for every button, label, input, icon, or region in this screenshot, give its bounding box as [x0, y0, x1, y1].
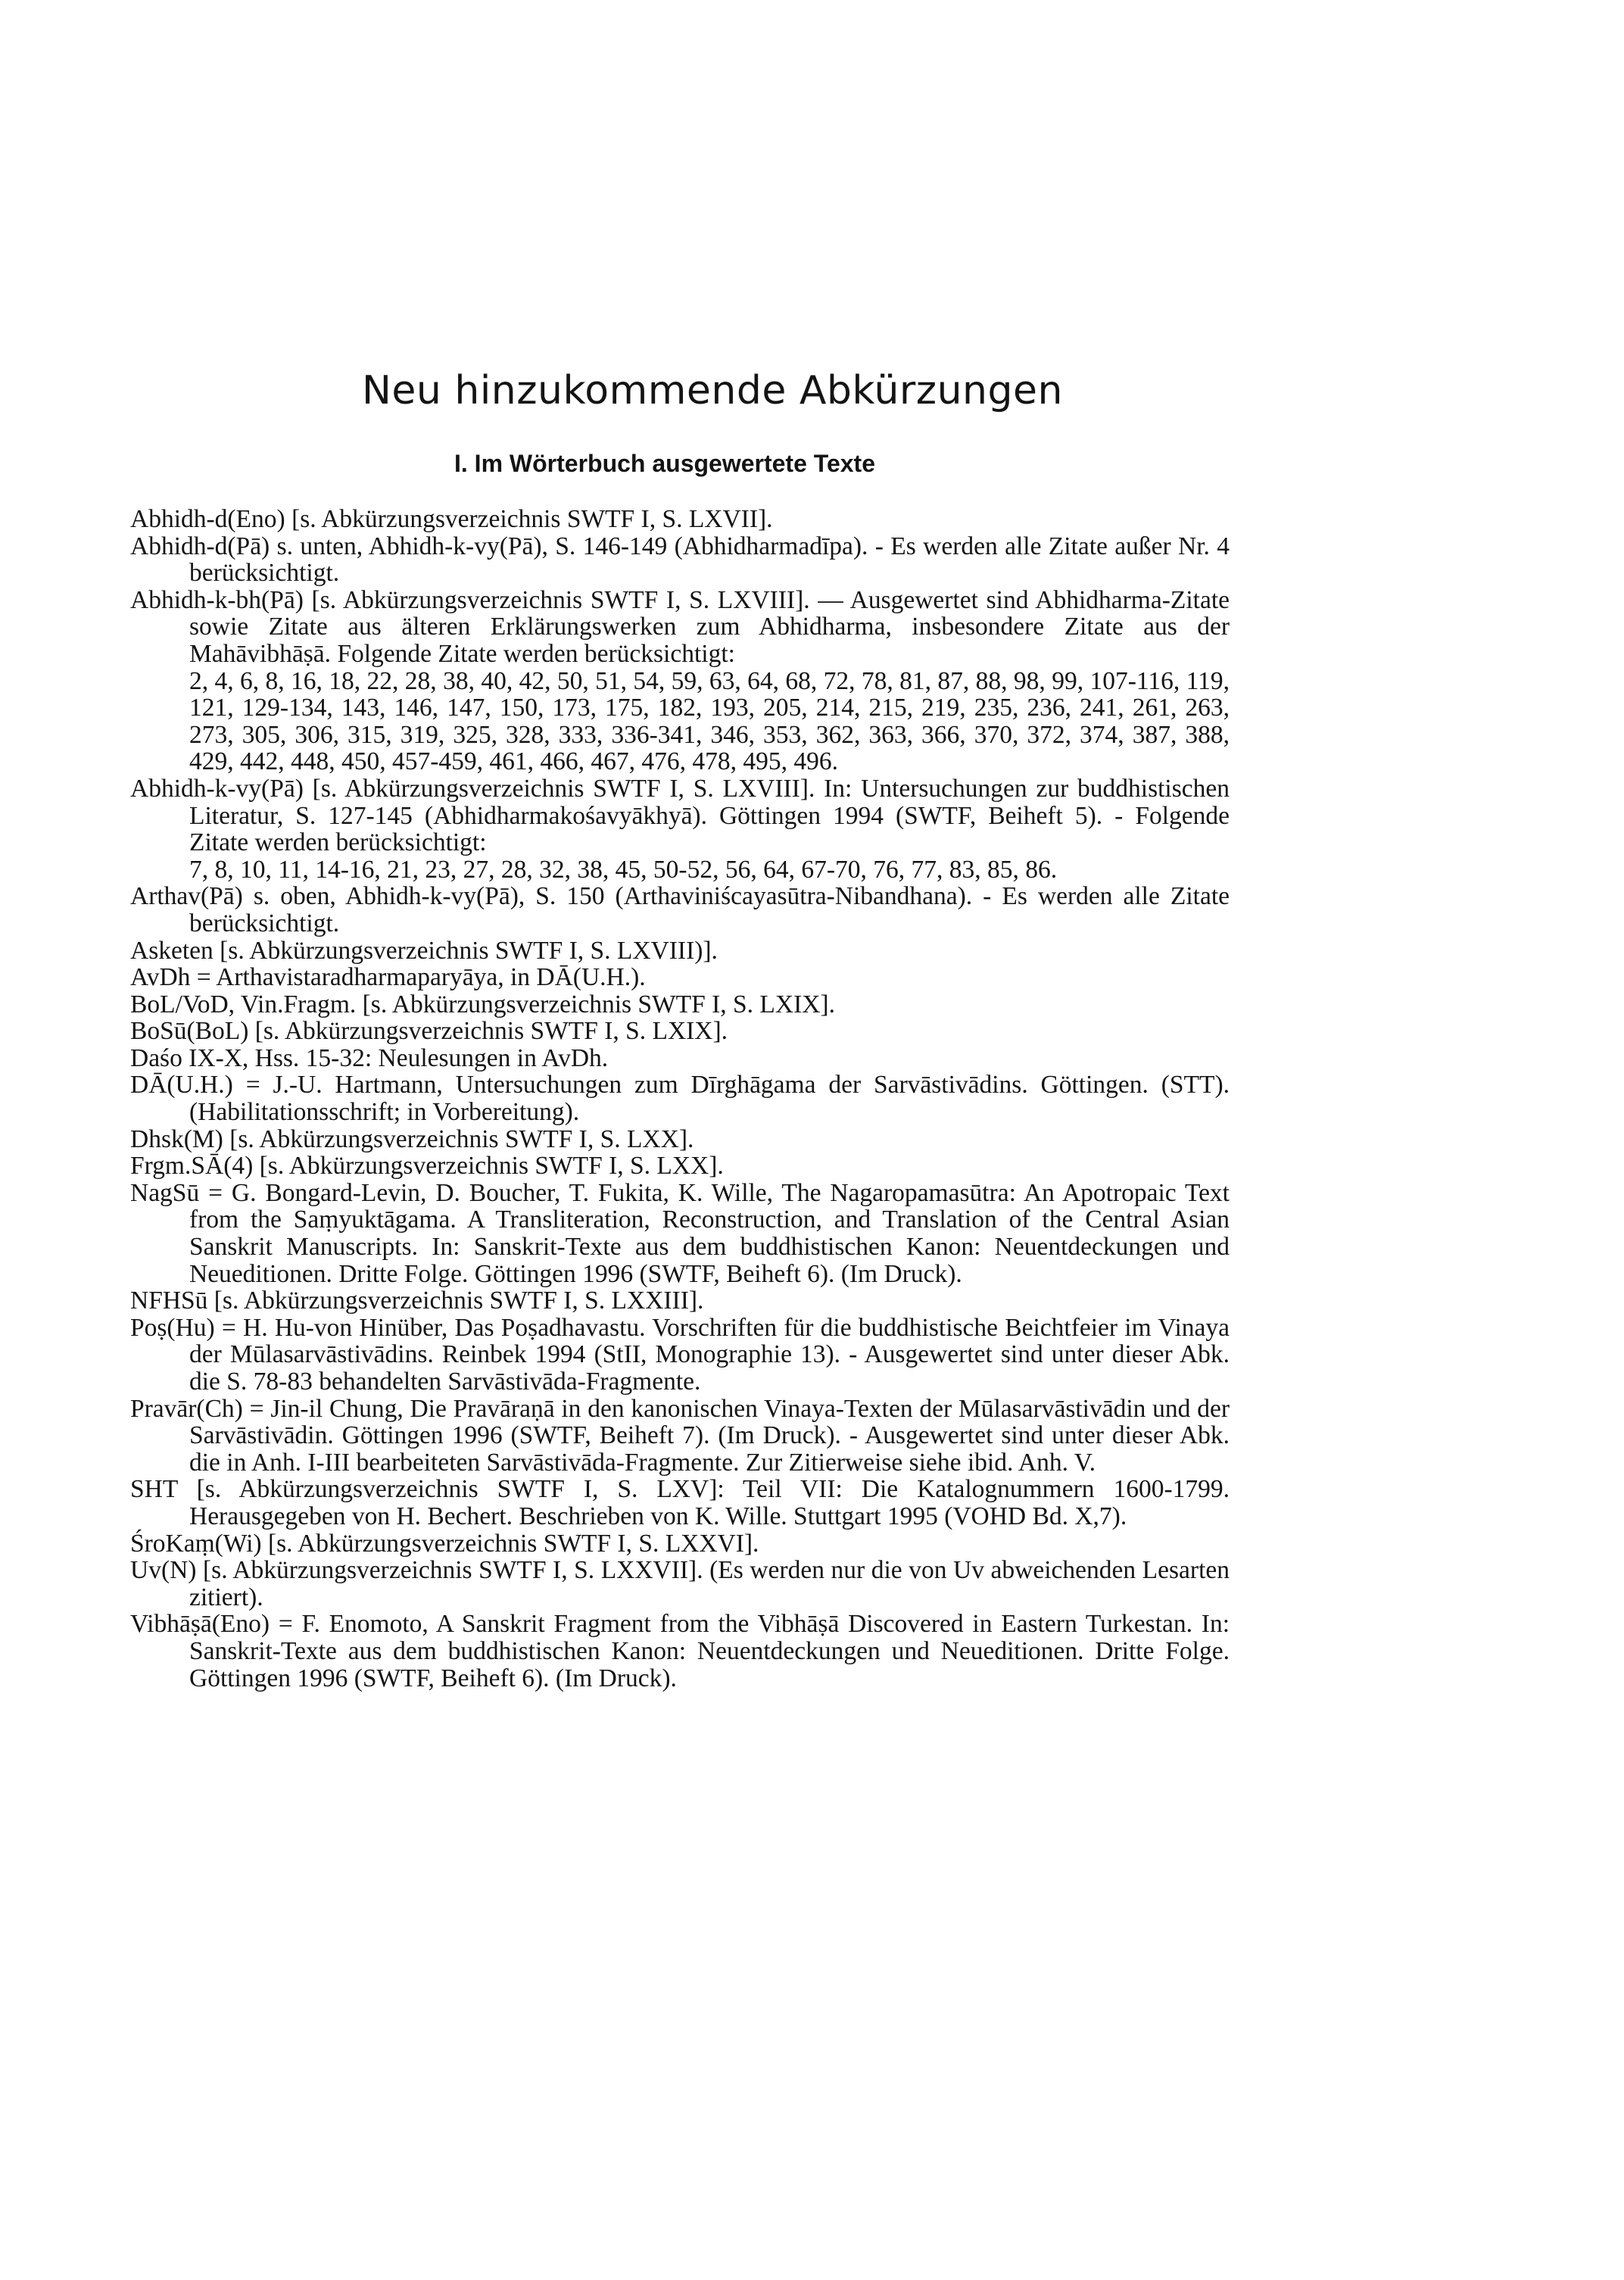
- entry-abbreviation: Abhidh-k-bh(Pā): [130, 585, 304, 614]
- entry-text: = F. Enomoto, A Sanskrit Fragment from the Vibhāṣā Discovered in Eastern Turkestan. In: Sanskrit-Texte aus dem buddhistischen Kanon: Neuentdeckungen und Neueditionen. Dritte Folge. Göttingen 1996 (SWTF, Beiheft 6). (Im Druck).: [189, 1610, 1230, 1692]
- entry-text: [s. Abkürzungsverzeichnis SWTF I, S. LXVIII]. In: Untersuchungen zur buddhistischen Literatur, S. 127-145 (Abhidharmakośavyākhyā). Göttingen 1994 (SWTF, Beiheft 5). - Folgende Zitate werden berücksichtigt:: [189, 774, 1230, 857]
- entry-text: [s. Abkürzungsverzeichnis SWTF I, S. LXX].: [259, 1152, 724, 1181]
- entry-abbreviation: BoL/VoD, Vin.Fragm.: [130, 990, 357, 1018]
- abbreviation-entry: [130, 964, 1230, 991]
- section-heading: I. Im Wörterbuch ausgewertete Texte: [454, 450, 875, 477]
- abbreviation-entry: [130, 937, 1230, 965]
- entry-abbreviation: Arthav(Pā): [130, 882, 243, 911]
- entry-text: [s. Abkürzungsverzeichnis SWTF I, S. LXXVI].: [267, 1529, 759, 1558]
- abbreviation-entry: [130, 1152, 1230, 1180]
- abbreviation-entry: [130, 991, 1230, 1018]
- entry-text: s. unten, Abhidh-k-vy(Pā), S. 146-149 (Abhidharmadīpa). - Es werden alle Zitate außer Nr. 4 berücksichtigt.: [189, 532, 1230, 588]
- entry-abbreviation: Poṣ(Hu): [130, 1313, 215, 1342]
- abbreviation-entry: [130, 1071, 1230, 1125]
- abbreviation-entry: [130, 1530, 1230, 1558]
- entry-text: [s. Abkürzungsverzeichnis SWTF I, S. LXXVII]. (Es werden nur die von Uv abweichenden Lesarten zitiert).: [189, 1556, 1230, 1611]
- abbreviation-entry: [130, 1396, 1230, 1477]
- page-title: Neu hinzukommende Abkürzungen: [362, 368, 1063, 413]
- entry-text: = H. Hu-von Hinüber, Das Poṣadhavastu. Vorschriften für die buddhistische Beichtfeier im Vinaya der Mūlasarvāstivādins. Reinbek 1994 (StII, Monographie 13). - Ausgewertet sind unter dieser Abk. die S. 78-83 behandelten Sarvāstivāda-Fragmente.: [189, 1313, 1230, 1396]
- entry-abbreviation: Dhsk(M): [130, 1124, 223, 1153]
- entry-text: [s. Abkürzungsverzeichnis SWTF I, S. LXV]: Teil VII: Die Katalognummern 1600-1799. Herausgegeben von H. Bechert. Beschrieben von K. Wille. Stuttgart 1995 (VOHD Bd. X,7).: [189, 1475, 1230, 1530]
- entry-text: = J.-U. Hartmann, Untersuchungen zum Dīrghāgama der Sarvāstivādins. Göttingen. (STT). (Habilitationsschrift; in Vorbereitung).: [189, 1071, 1230, 1127]
- entry-text: [s. Abkürzungsverzeichnis SWTF I, S. LXVIII]. — Ausgewertet sind Abhidharma-Zitate sowie Zitate aus älteren Erklärungswerken zum Abhidharma, insbesondere Zitate aus der Mahāvibhāṣā. Folgende Zitate werden berücksichtigt:: [189, 585, 1230, 668]
- entry-text: = Jin-il Chung, Die Pravāraṇā in den kanonischen Vinaya-Texten der Mūlasarvāstivādin und der Sarvāstivādin. Göttingen 1996 (SWTF, Beiheft 7). (Im Druck). - Ausgewertet sind unter dieser Abk. die in Anh. I-III bearbeiteten Sarvāstivāda-Fragmente. Zur Zitierweise siehe ibid. Anh. V.: [189, 1394, 1230, 1477]
- abbreviation-entry: [130, 533, 1230, 587]
- entry-text: [s. Abkürzungsverzeichnis SWTF I, S. LXVII].: [291, 505, 773, 533]
- abbreviation-entry: [130, 1611, 1230, 1692]
- entry-text: [s. Abkürzungsverzeichnis SWTF I, S. LXXIII].: [214, 1287, 704, 1315]
- entry-abbreviation: NFHSū: [130, 1287, 208, 1315]
- abbreviation-entry: [130, 1557, 1230, 1611]
- entry-abbreviation: SHT: [130, 1475, 178, 1504]
- abbreviation-entry: [130, 1315, 1230, 1396]
- entry-abbreviation: Asketen: [130, 936, 214, 965]
- entry-abbreviation: Abhidh-d(Eno): [130, 505, 285, 533]
- abbreviation-entry: [130, 883, 1230, 937]
- entry-text: s. oben, Abhidh-k-vy(Pā), S. 150 (Arthaviniścayasūtra-Nibandhana). - Es werden alle Zitate berücksichtigt.: [189, 882, 1230, 937]
- abbreviation-list: [130, 506, 1230, 1692]
- abbreviation-entry: [130, 1126, 1230, 1153]
- entry-text: [s. Abkürzungsverzeichnis SWTF I, S. LXX].: [229, 1124, 694, 1153]
- entry-text: Neulesungen in AvDh.: [378, 1043, 609, 1072]
- entry-abbreviation: Pravār(Ch): [130, 1394, 243, 1423]
- entry-abbreviation: AvDh: [130, 963, 191, 992]
- entry-text: [s. Abkürzungsverzeichnis SWTF I, S. LXIX].: [362, 990, 835, 1018]
- entry-abbreviation: ŚroKaṃ(Wi): [130, 1529, 262, 1558]
- entry-abbreviation: NagSū: [130, 1178, 200, 1207]
- abbreviation-entry: [130, 775, 1230, 856]
- abbreviation-entry: [130, 1476, 1230, 1530]
- entry-abbreviation: Daśo IX-X, Hss. 15-32:: [130, 1043, 372, 1072]
- abbreviation-entry: [130, 1045, 1230, 1072]
- entry-abbreviation: BoSū(BoL): [130, 1017, 249, 1046]
- abbreviation-entry: [130, 1287, 1230, 1315]
- entry-abbreviation: Abhidh-d(Pā): [130, 532, 270, 560]
- entry-text: [s. Abkürzungsverzeichnis SWTF I, S. LXIX].: [254, 1017, 728, 1046]
- citation-numbers: 7, 8, 10, 11, 14-16, 21, 23, 27, 28, 32, 38, 45, 50-52, 56, 64, 67-70, 76, 77, 83, 85, 86.: [189, 855, 1058, 884]
- entry-abbreviation: Uv(N): [130, 1556, 197, 1585]
- entry-text: [s. Abkürzungsverzeichnis SWTF I, S. LXVIII)].: [220, 936, 718, 965]
- entry-abbreviation: Abhidh-k-vy(Pā): [130, 774, 304, 803]
- entry-abbreviation: Vibhāṣā(Eno): [130, 1610, 270, 1639]
- entry-abbreviation: DĀ(U.H.): [130, 1071, 233, 1099]
- entry-text: = G. Bongard-Levin, D. Boucher, T. Fukita, K. Wille, The Nagaropamasūtra: An Apotropaic Text from the Saṃyuktāgama. A Transliteration, Reconstruction, and Translation of the Central Asian Sanskrit Manuscripts. In: Sanskrit-Texte aus dem buddhistischen Kanon: Neuentdeckungen und Neueditionen. Dritte Folge. Göttingen 1996 (SWTF, Beiheft 6). (Im Druck).: [189, 1178, 1230, 1288]
- abbreviation-entry: [130, 587, 1230, 668]
- citation-numbers: 2, 4, 6, 8, 16, 18, 22, 28, 38, 40, 42, 50, 51, 54, 59, 63, 64, 68, 72, 78, 81, 87, 88, 98, 99, 107-116, 119, 121, 129-134, 143, 146, 147, 150, 173, 175, 182, 193, 205, 214, 215, 219, 235, 236, 241, 261, 263, 273, 305, 306, 315, 319, 325, 328, 333, 336-341, 346, 353, 362, 363, 366, 370, 372, 374, 387, 388, 429, 442, 448, 450, 457-459, 461, 466, 467, 476, 478, 495, 496.: [189, 666, 1230, 776]
- abbreviation-entry: [130, 1018, 1230, 1045]
- entry-abbreviation: Frgm.SĀ(4): [130, 1152, 254, 1181]
- abbreviation-entry: [130, 506, 1230, 533]
- abbreviation-entry: [130, 1180, 1230, 1287]
- entry-text: = Arthavistaradharmaparyāya, in DĀ(U.H.).: [196, 963, 646, 992]
